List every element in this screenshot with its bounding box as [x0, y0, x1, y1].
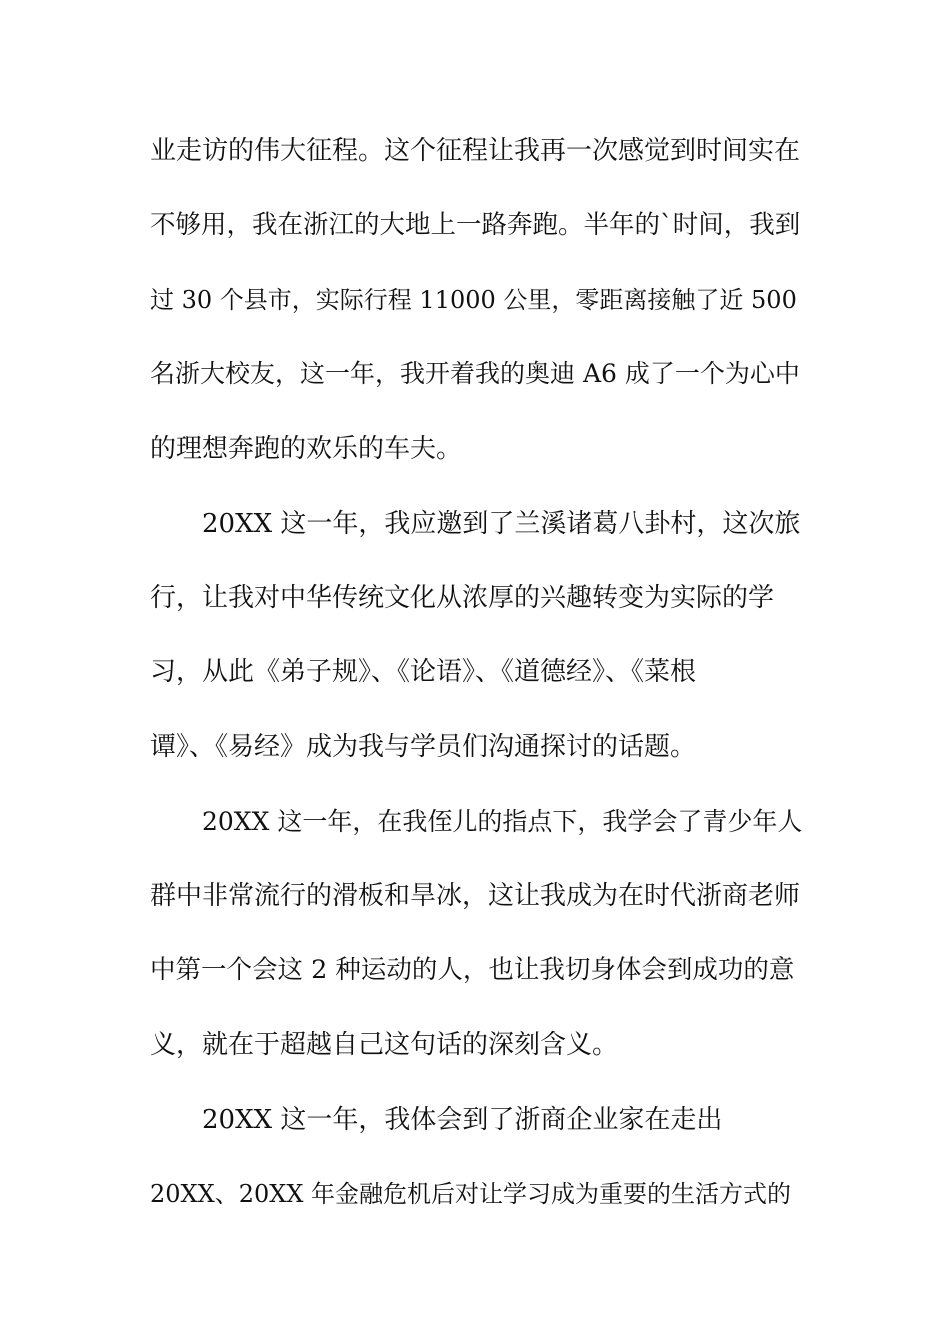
text-line: 过 30 个县市，实际行程 11000 公里，零距离接触了近 500: [150, 286, 797, 314]
text-line: 业走访的伟大征程。这个征程让我再一次感觉到时间实在: [150, 136, 801, 166]
text-line: 不够用，我在浙江的大地上一路奔跑。半年的`时间，我到: [150, 210, 801, 240]
paragraph-first-line: 20XX 这一年，我体会到了浙商企业家在走出: [202, 1105, 723, 1135]
paragraph-first-line: 20XX 这一年，我应邀到了兰溪诸葛八卦村，这次旅: [202, 509, 801, 539]
text-line: 名浙大校友，这一年，我开着我的奥迪 A6 成了一个为心中: [150, 359, 800, 388]
text-line: 中第一个会这 2 种运动的人，也让我切身体会到成功的意: [150, 955, 795, 985]
paragraph-first-line: 20XX 这一年，在我侄儿的指点下，我学会了青少年人: [202, 807, 803, 836]
text-line: 谭》、《易经》成为我与学员们沟通探讨的话题。: [150, 732, 697, 762]
text-line: 的理想奔跑的欢乐的车夫。: [150, 434, 463, 464]
text-line: 习，从此《弟子规》、《论语》、《道德经》、《菜根: [150, 657, 697, 687]
text-line: 20XX、20XX 年金融危机后对让学习成为重要的生活方式的: [150, 1180, 792, 1208]
text-line: 义，就在于超越自己这句话的深刻含义。: [150, 1030, 619, 1060]
text-line: 群中非常流行的滑板和旱冰，这让我成为在时代浙商老师: [150, 881, 801, 911]
text-line: 行，让我对中华传统文化从浓厚的兴趣转变为实际的学: [150, 583, 775, 613]
